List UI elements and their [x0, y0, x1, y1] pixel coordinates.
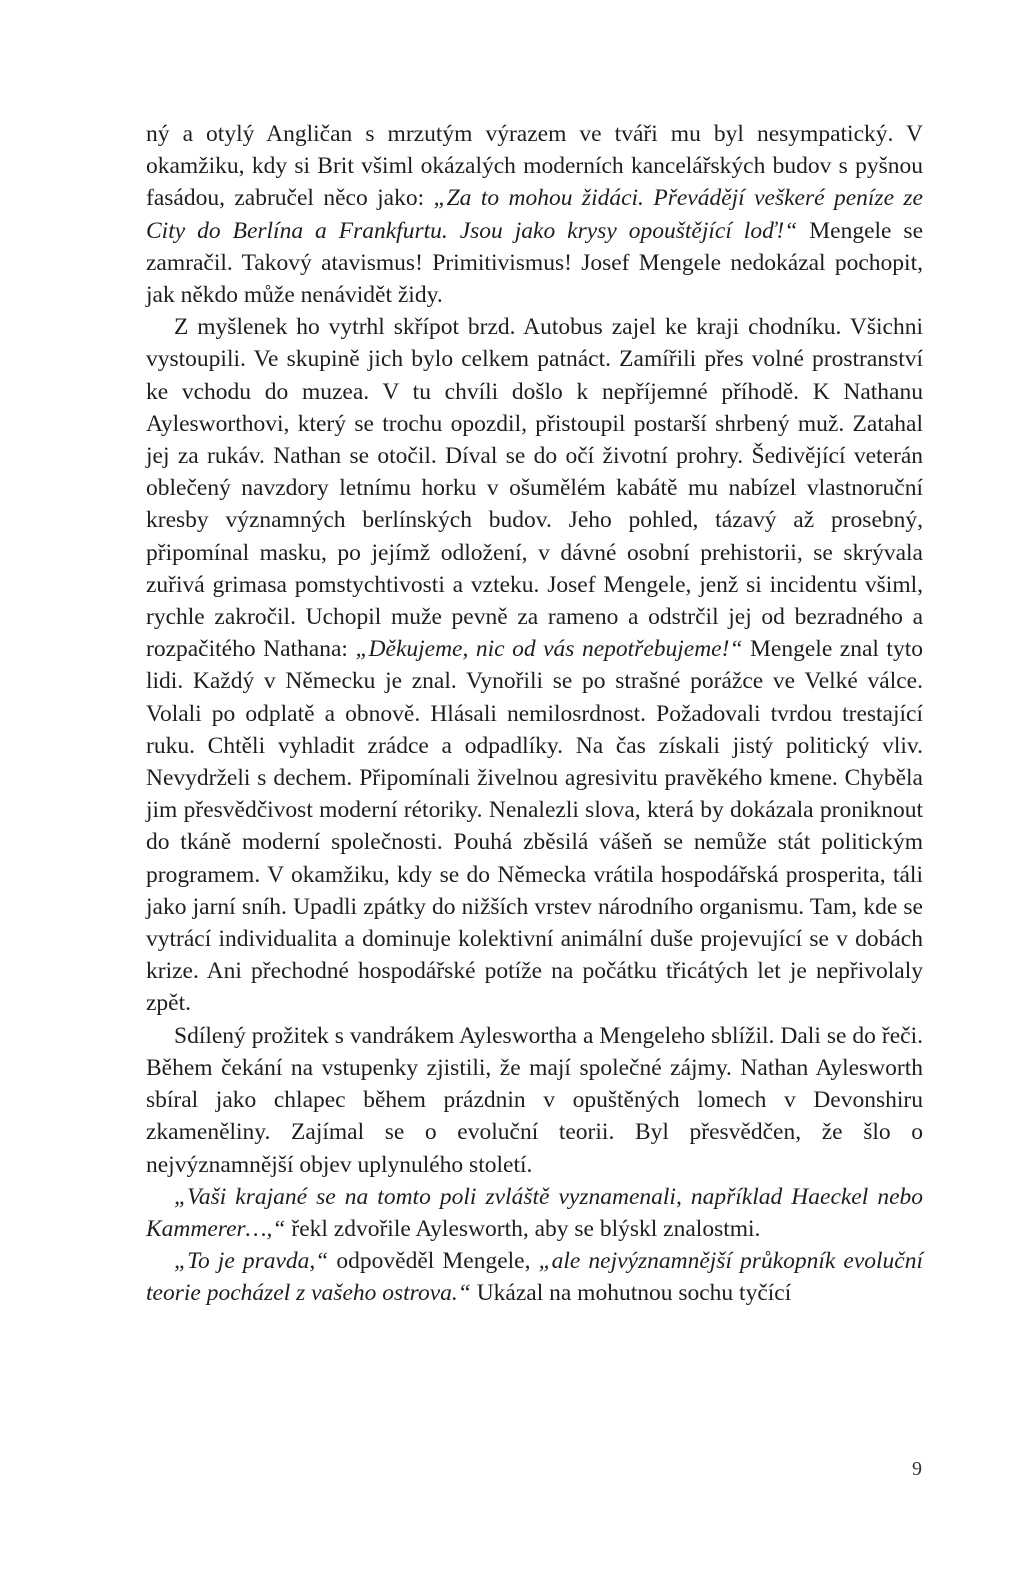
italic-segment: „Děkujeme, nic od vás nepotřebujeme!“: [355, 636, 743, 663]
paragraph: [146, 311, 923, 1019]
paragraph: [146, 1245, 923, 1309]
text-segment: Sdílený prožitek s vandrákem Aylesworthа a Mengeleho sblížil. Dali se do řeči. Během čekání na vstupenky zjistili, že mají společné zájmy. Nathan Aylesworth sbíral jako chlapec během prázdnin v opuštěných lomech v Devonshiru zkameněliny. Zajímal se o evoluční teorii. Byl přesvědčen, že šlo o nejvýznamnější objev uplynulého století.: [146, 1022, 923, 1178]
paragraph: [146, 1020, 923, 1181]
italic-segment: „ale nejvýznamnější průkopník evoluční teorie pocházel z vašeho ostrova.“: [146, 1248, 924, 1307]
text-segment: odpověděl Mengele,: [328, 1248, 539, 1275]
italic-segment: „To je pravda,“: [174, 1248, 329, 1275]
paragraph: [146, 1181, 923, 1245]
text-segment: Mengele se zamračil. Takový atavismus! Primitivismus! Josef Mengele nedokázal pochopit, jak někdo může nenávidět židy.: [146, 217, 923, 309]
italic-segment: „Vaši krajané se na tomto poli zvláště vyznamenali, například Haeckel nebo Kammerer…,“: [146, 1183, 923, 1242]
text-segment: Z myšlenek ho vytrhl skřípot brzd. Autobus zajel ke kraji chodníku. Všichni vystoupili. Ve skupině jich bylo celkem patnáct. Zamířili přes volné prostranství ke vchodu do muzea. V tu chvíli došlo k nepříjemné příhodě. K Nathanu Aylesworthovi, který se trochu opozdil, přistoupil postarší shrbený muž. Zatahal jej za rukáv. Nathan se otočil. Díval se do očí životní prohry. Šedivějící veterán oblečený navzdory letnímu horku v ošumělém kabátě mu nabízel vlastnoruční kresby významných berlínských budov. Jeho pohled, tázavý až prosebný, připomínal masku, po jejímž odložení, v dávné osobní prehistorii, se skrývala zuřivá grimasa pomstychtivosti a vzteku. Josef Mengele, jenž si incidentu všiml, rychle zakročil. Uchopil muže pevně za rameno a odstrčil jej od bezradného a rozpačitého Nathana:: [146, 314, 923, 663]
book-page-text: [146, 118, 923, 1310]
text-segment: Mengele znal tyto lidi. Každý v Německu je znal. Vynořili se po strašné porážce ve Velké válce. Volali po odplatě a obnově. Hlásali nemilosrdnost. Požadovali tvrdou trestající ruku. Chtěli vyhladit zrádce a odpadlíky. Na čas získali jistý politický vliv. Nevydrželi s dechem. Připomínali živelnou agresivitu pravěkého kmene. Chyběla jim přesvědčivost moderní rétoriky. Nenalezli slova, která by dokázala proniknout do tkáně moderní společnosti. Pouhá zběsilá vášeň se nemůže stát politickým programem. V okamžiku, kdy se do Německa vrátila hospodářská prosperita, táli jako jarní sníh. Upadli zpátky do nižších vrstev národního organismu. Tam, kde se vytrácí individualita a dominuje kolektivní animální duše projevující se v dobách krize. Ani přechodné hospodářské potíže na počátku třicátých let je nepřivolaly zpět.: [146, 636, 923, 1017]
text-segment: ný a otylý Angličan s mrzutým výrazem ve tváři mu byl nesympatický. V okamžiku, kdy si Brit všiml okázalých moderních kancelářských budov s pyšnou fasádou, zabručel něco jako:: [146, 121, 923, 212]
italic-segment: „Za to mohou židáci. Převádějí veškeré peníze ze City do Berlína a Frankfurtu. Jsou jako krysy opouštějící loď!“: [146, 185, 923, 244]
page-number: 9: [912, 1458, 922, 1480]
text-segment: řekl zdvořile Aylesworth, aby se blýskl znalostmi.: [285, 1215, 761, 1242]
text-segment: Ukázal na mohutnou sochu tyčící: [470, 1280, 792, 1307]
paragraph: [146, 118, 923, 311]
